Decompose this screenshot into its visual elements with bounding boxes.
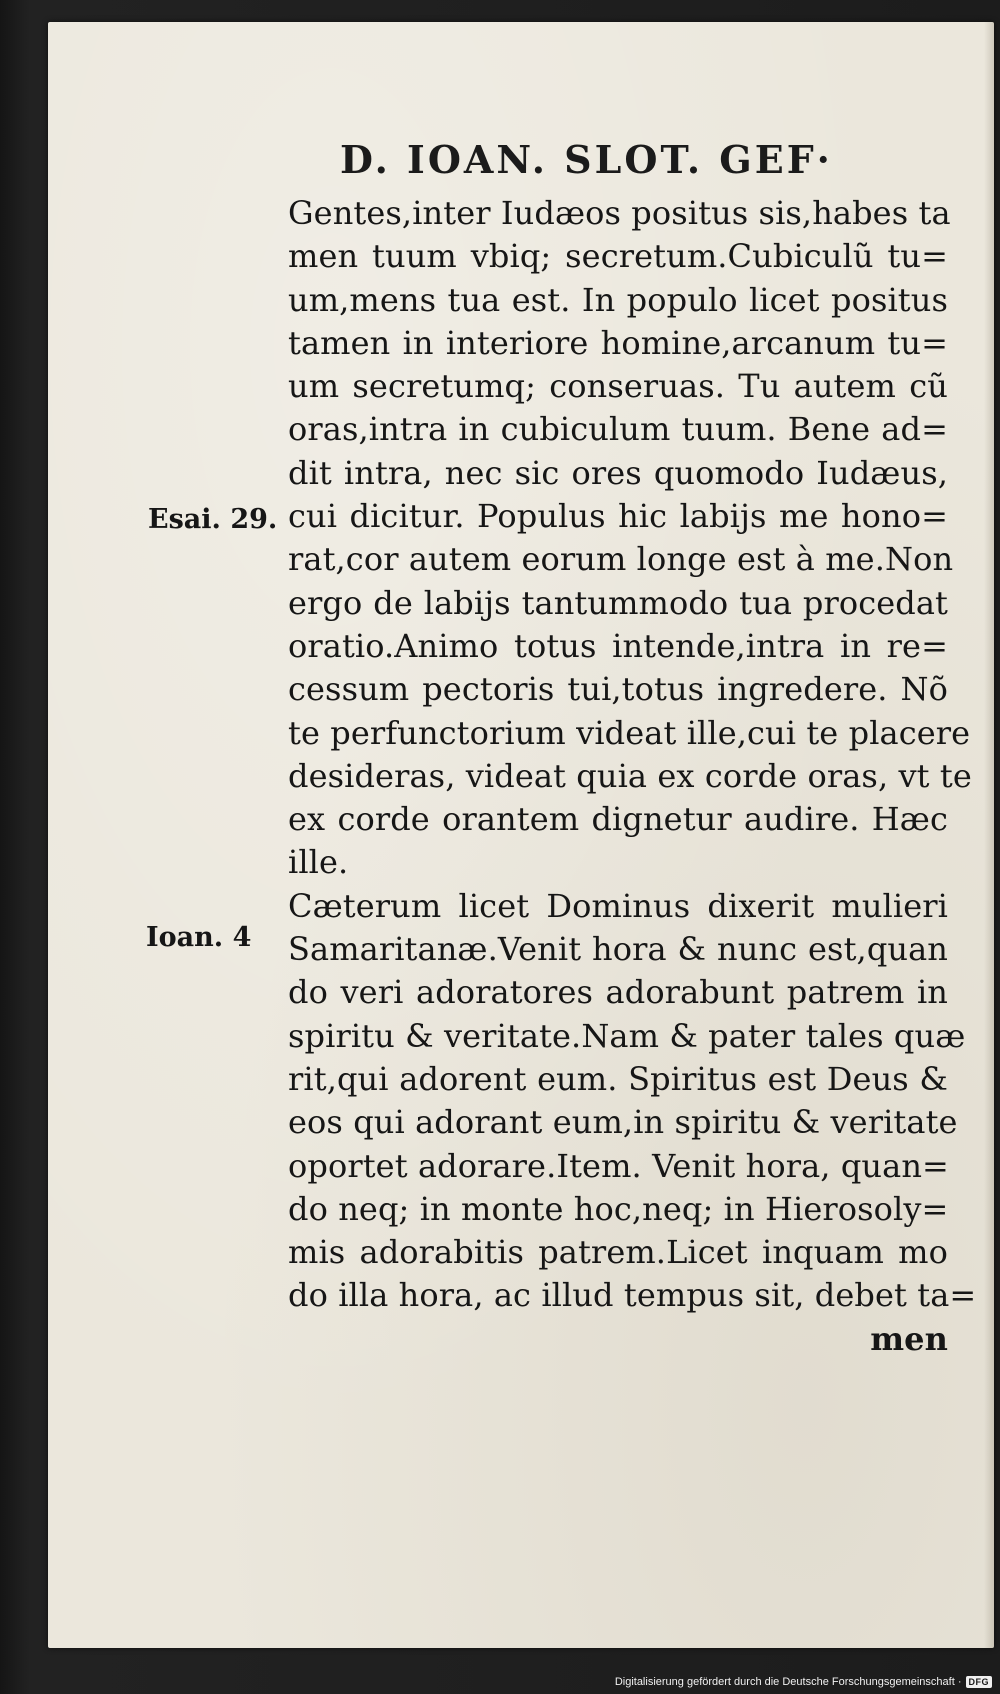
text-line: te perfunctorium videat ille,cui te placere <box>288 713 971 752</box>
text-line: Cæterum licet Dominus dixerit mulieri <box>288 886 948 925</box>
text-line: rit,qui adorent eum. Spiritus est Deus & <box>288 1059 948 1098</box>
dfg-logo: DFG <box>966 1676 993 1688</box>
text-line: men tuum vbiq; secretum.Cubiculũ tu= <box>288 237 948 276</box>
catchword: men <box>870 1319 948 1358</box>
text-line: um,mens tua est. In populo licet positus <box>288 280 948 319</box>
text-line: ille. <box>288 843 349 882</box>
page-edge-shadow <box>984 22 994 1648</box>
text-line: Samaritanæ.Venit hora & nunc est,quan <box>288 930 948 969</box>
text-line: mis adorabitis patrem.Licet inquam mo <box>288 1233 948 1272</box>
text-line: oratio.Animo totus intende,intra in re= <box>288 626 948 665</box>
text-line: oportet adorare.Item. Venit hora, quan= <box>288 1146 949 1185</box>
text-line: oras,intra in cubiculum tuum. Bene ad= <box>288 410 948 449</box>
text-line: tamen in interiore homine,arcanum tu= <box>288 323 948 362</box>
running-head: D. IOAN. SLOT. GEF· <box>340 137 833 182</box>
text-line: cui dicitur. Populus hic labijs me hono= <box>288 497 948 536</box>
text-line: do illa hora, ac illud tempus sit, debet ta= <box>288 1276 977 1315</box>
digitization-credit <box>615 1676 992 1688</box>
text-line: ex corde orantem dignetur audire. Hæc <box>288 800 948 839</box>
text-line: um secretumq; conseruas. Tu autem cũ <box>288 367 948 406</box>
text-line: rat,cor autem eorum longe est à me.Non <box>288 540 954 579</box>
text-line: do neq; in monte hoc,neq; in Hierosoly= <box>288 1189 949 1228</box>
text-line: dit intra, nec sic ores quomodo Iudæus, <box>288 453 948 492</box>
marginal-note-esai: Esai. 29. <box>148 504 278 535</box>
text-line: eos qui adorant eum,in spiritu & veritate <box>288 1103 958 1142</box>
text-line: Gentes,inter Iudæos positus sis,habes ta <box>288 194 951 232</box>
body-text <box>288 192 977 1361</box>
text-line: ergo de labijs tantummodo tua procedat <box>288 583 948 622</box>
text-line: spiritu & veritate.Nam & pater tales quæ <box>288 1016 966 1055</box>
text-line: desideras, videat quia ex corde oras, vt te <box>288 756 972 795</box>
credit-text: Digitalisierung gefördert durch die Deutsche Forschungsgemeinschaft · <box>614 1676 962 1688</box>
text-line: cessum pectoris tui,totus ingredere. Nõ <box>288 670 948 709</box>
text-line: do veri adoratores adorabunt patrem in <box>288 973 948 1012</box>
marginal-note-ioan: Ioan. 4 <box>146 922 252 953</box>
